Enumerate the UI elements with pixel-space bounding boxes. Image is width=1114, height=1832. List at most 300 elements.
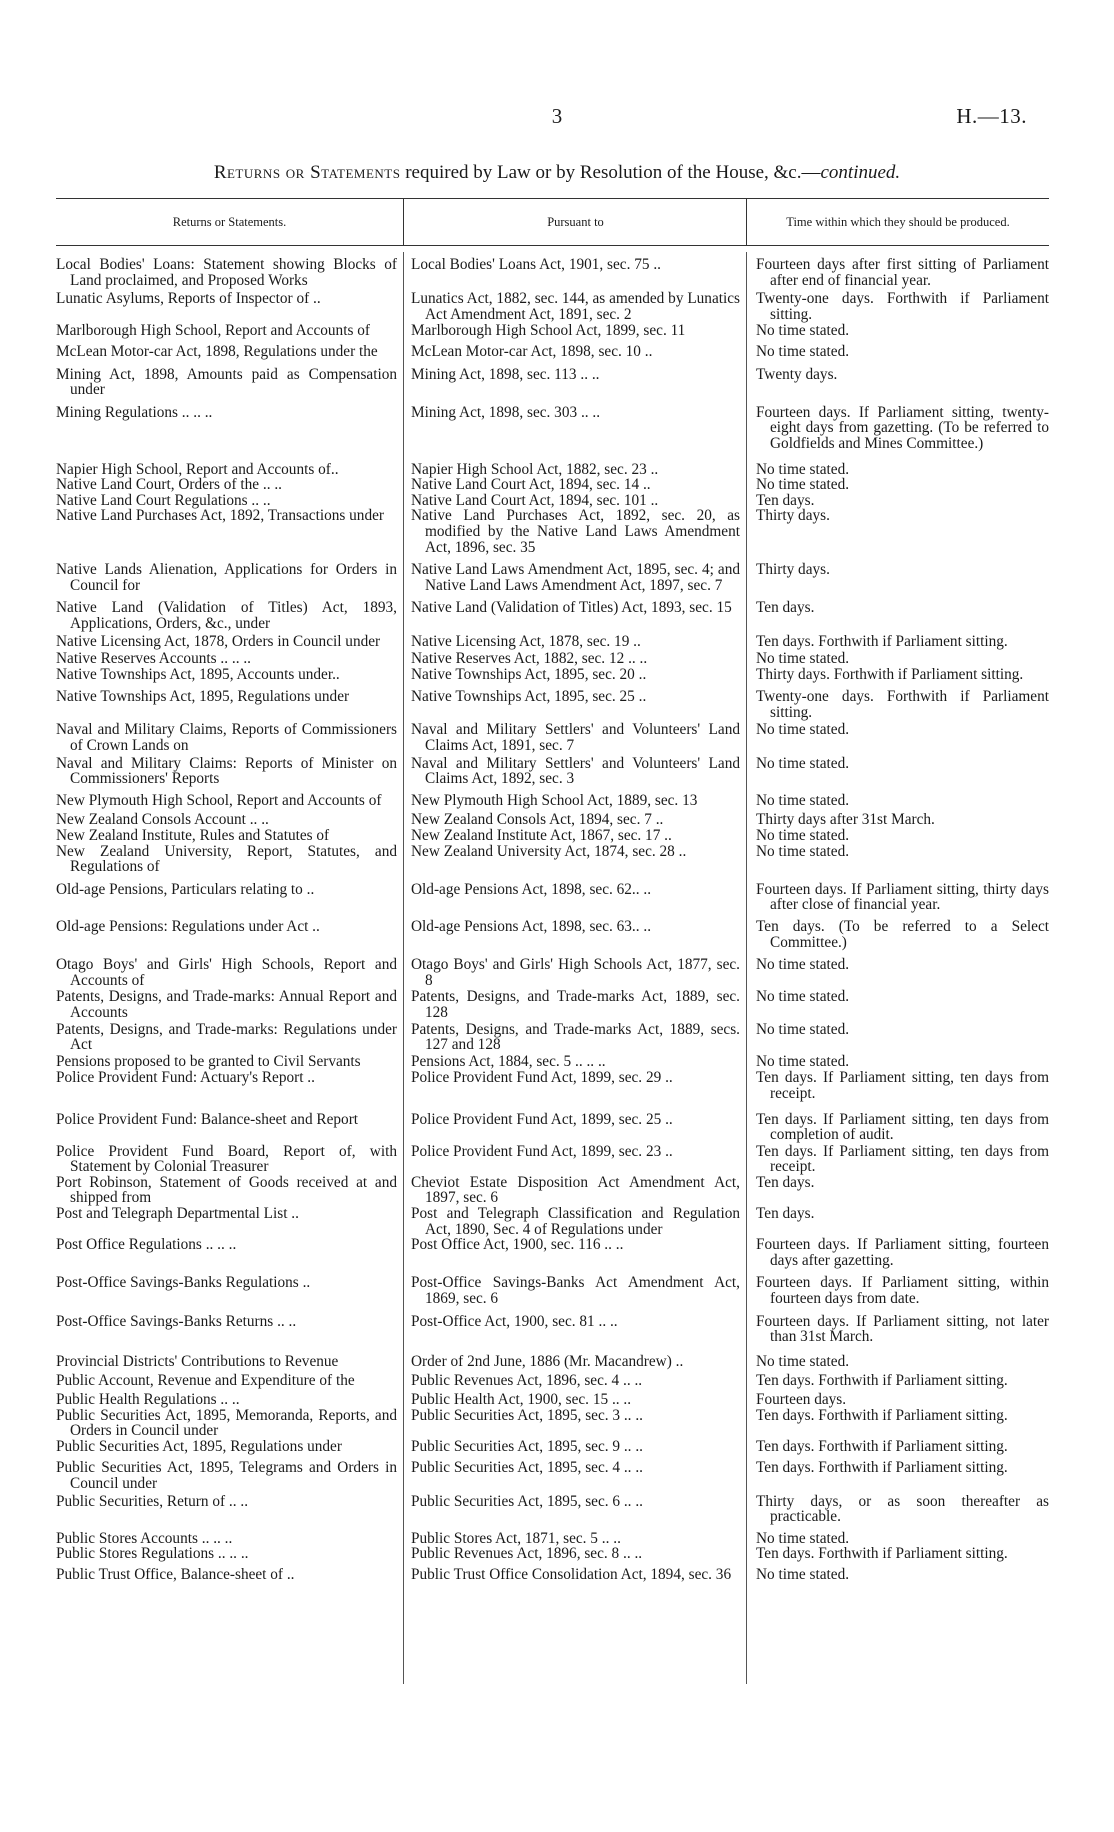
pursuant-cell-text: Mining Act, 1898, sec. 113 .. .. xyxy=(411,365,600,383)
page-title xyxy=(0,162,1114,184)
pursuant-cell-text: Native Land Court Act, 1894, sec. 101 .. xyxy=(411,491,659,509)
return-cell xyxy=(56,1531,403,1547)
time-cell xyxy=(746,1314,1049,1345)
return-cell xyxy=(56,462,403,478)
time-cell-text: Ten days. Forthwith if Parliament sitting. xyxy=(756,1372,1008,1390)
time-cell xyxy=(746,1275,1049,1306)
return-cell xyxy=(56,793,403,809)
pursuant-cell xyxy=(403,1144,746,1175)
time-cell xyxy=(746,793,1049,809)
time-cell-text: No time stated. xyxy=(756,342,850,360)
return-cell-text: Native Land (Validation of Titles) Act, 1893, Applications, Orders, &c., under xyxy=(56,599,397,632)
time-cell-text: Fourteen days. xyxy=(756,1391,847,1408)
pursuant-cell xyxy=(403,722,746,753)
pursuant-cell-text: Cheviot Estate Disposition Act Amendment Act, 1897, sec. 6 xyxy=(411,1173,740,1207)
return-cell-text: Native Townships Act, 1895, Accounts under.. xyxy=(56,665,340,683)
title-text: required by Law or by Resolution of the House, &c.— xyxy=(400,162,821,183)
time-cell xyxy=(746,367,1049,398)
pursuant-cell xyxy=(403,989,746,1020)
return-cell xyxy=(56,1567,403,1583)
pursuant-cell-text: Old-age Pensions Act, 1898, sec. 63.. .. xyxy=(411,917,652,935)
pursuant-cell-text: Post-Office Act, 1900, sec. 81 .. .. xyxy=(411,1312,618,1330)
time-cell xyxy=(746,477,1049,493)
time-cell xyxy=(746,1175,1049,1206)
time-cell xyxy=(746,722,1049,753)
table-row xyxy=(56,722,1049,753)
pursuant-cell-text: Police Provident Fund Act, 1899, sec. 29 .. xyxy=(411,1069,673,1087)
pursuant-cell-text: Public Securities Act, 1895, sec. 4 .. .. xyxy=(411,1459,643,1477)
return-cell xyxy=(56,257,403,288)
table-row xyxy=(56,957,1049,988)
return-cell-text: Patents, Designs, and Trade-marks: Annual Report and Accounts xyxy=(56,988,397,1021)
pursuant-cell xyxy=(403,323,746,339)
return-cell-text: Provincial Districts' Contributions to Revenue xyxy=(56,1352,339,1370)
time-cell-text: Fourteen days. If Parliament sitting, twenty-eight days from gazetting. (To be referred to Goldfields and Mines Committee.) xyxy=(756,403,1049,452)
pursuant-cell xyxy=(403,1373,746,1389)
time-cell-text: Fourteen days. If Parliament sitting, fourteen days after gazetting. xyxy=(756,1236,1049,1269)
time-cell xyxy=(746,344,1049,360)
return-cell-text: Police Provident Fund: Actuary's Report .. xyxy=(56,1069,315,1087)
pursuant-cell xyxy=(403,919,746,950)
time-cell xyxy=(746,756,1049,787)
return-cell xyxy=(56,1494,403,1525)
pursuant-cell xyxy=(403,1408,746,1439)
table-header xyxy=(56,198,1049,246)
return-cell-text: Post Office Regulations .. .. .. xyxy=(56,1236,237,1254)
table-row xyxy=(56,1206,1049,1237)
return-cell-text: Post-Office Savings-Banks Regulations .. xyxy=(56,1274,311,1292)
time-cell xyxy=(746,257,1049,288)
document-reference: H.—13. xyxy=(956,104,1027,128)
return-cell xyxy=(56,367,403,398)
time-cell xyxy=(746,1546,1049,1562)
pursuant-cell xyxy=(403,257,746,288)
table-row xyxy=(56,634,1049,650)
pursuant-cell-text: Marlborough High School Act, 1899, sec. 11 xyxy=(411,322,686,340)
pursuant-cell-text: Naval and Military Settlers' and Volunteers' Land Claims Act, 1892, sec. 3 xyxy=(411,754,740,788)
pursuant-cell xyxy=(403,667,746,683)
pursuant-cell-text: Public Health Act, 1900, sec. 15 .. .. xyxy=(411,1391,632,1408)
table-row xyxy=(56,882,1049,913)
pursuant-cell xyxy=(403,1354,746,1370)
table-row xyxy=(56,828,1049,844)
title-continued: continued. xyxy=(820,162,901,183)
return-cell xyxy=(56,1022,403,1053)
return-cell-text: Port Robinson, Statement of Goods received at and shipped from xyxy=(56,1173,397,1207)
time-cell-text: No time stated. xyxy=(756,827,850,844)
table-row xyxy=(56,1070,1049,1101)
pursuant-cell xyxy=(403,1054,746,1070)
pursuant-cell-text: Order of 2nd June, 1886 (Mr. Macandrew) .. xyxy=(411,1352,684,1370)
pursuant-cell xyxy=(403,600,746,631)
return-cell xyxy=(56,722,403,753)
pursuant-cell-text: Public Securities Act, 1895, sec. 9 .. .. xyxy=(411,1437,643,1455)
return-cell-text: New Plymouth High School, Report and Accounts of xyxy=(56,791,382,809)
pursuant-cell-text: McLean Motor-car Act, 1898, sec. 10 .. xyxy=(411,342,653,360)
time-cell xyxy=(746,1237,1049,1268)
pursuant-cell-text: Public Trust Office Consolidation Act, 1894, sec. 36 xyxy=(411,1565,732,1583)
pursuant-cell-text: Mining Act, 1898, sec. 303 .. .. xyxy=(411,403,601,421)
page-number: 3 xyxy=(551,104,563,128)
table-row xyxy=(56,1408,1049,1439)
pursuant-cell xyxy=(403,651,746,667)
table-row xyxy=(56,667,1049,683)
time-cell xyxy=(746,291,1049,322)
pursuant-cell xyxy=(403,405,746,452)
pursuant-cell-text: Old-age Pensions Act, 1898, sec. 62.. .. xyxy=(411,880,652,898)
time-cell xyxy=(746,651,1049,667)
pursuant-cell-text: Naval and Military Settlers' and Volunteers' Land Claims Act, 1891, sec. 7 xyxy=(411,721,740,755)
return-cell xyxy=(56,477,403,493)
pursuant-cell-text: Otago Boys' and Girls' High Schools Act, 1877, sec. 8 xyxy=(411,956,740,989)
time-cell xyxy=(746,405,1049,452)
time-cell-text: Thirty days. Forthwith if Parliament sitting. xyxy=(756,665,1024,683)
time-cell-text: No time stated. xyxy=(756,1352,850,1370)
time-cell-text: Thirty days. xyxy=(756,561,830,579)
return-cell-text: Old-age Pensions: Regulations under Act .. xyxy=(56,917,320,935)
table-row xyxy=(56,405,1049,452)
time-cell-text: No time stated. xyxy=(756,791,850,809)
time-cell xyxy=(746,634,1049,650)
time-cell xyxy=(746,1354,1049,1370)
time-cell-text: Ten days. Forthwith if Parliament sitting. xyxy=(756,1406,1008,1424)
return-cell-text: Public Stores Accounts .. .. .. xyxy=(56,1529,233,1547)
return-cell-text: Public Trust Office, Balance-sheet of .. xyxy=(56,1565,295,1583)
time-cell-text: Ten days. Forthwith if Parliament sitting. xyxy=(756,1545,1008,1563)
return-cell-text: Public Stores Regulations .. .. .. xyxy=(56,1545,249,1563)
return-cell-text: Native Lands Alienation, Applications for Orders in Council for xyxy=(56,561,397,594)
time-cell-text: Twenty-one days. Forthwith if Parliament sitting. xyxy=(756,688,1049,721)
time-cell xyxy=(746,508,1049,555)
table-row xyxy=(56,367,1049,398)
table-row xyxy=(56,793,1049,809)
pursuant-cell xyxy=(403,793,746,809)
pursuant-cell-text: New Plymouth High School Act, 1889, sec. 13 xyxy=(411,791,698,809)
time-cell-text: Ten days. Forthwith if Parliament sitting. xyxy=(756,1459,1008,1477)
returns-table xyxy=(56,257,1049,1583)
table-row xyxy=(56,1460,1049,1491)
pursuant-cell xyxy=(403,844,746,875)
pursuant-cell xyxy=(403,477,746,493)
table-row xyxy=(56,1175,1049,1206)
pursuant-cell xyxy=(403,1567,746,1583)
time-cell xyxy=(746,844,1049,875)
pursuant-cell-text: Local Bodies' Loans Act, 1901, sec. 75 .. xyxy=(411,256,662,273)
time-cell xyxy=(746,493,1049,509)
pursuant-cell xyxy=(403,562,746,593)
time-cell-text: Ten days. If Parliament sitting, ten days from completion of audit. xyxy=(756,1110,1049,1144)
return-cell xyxy=(56,562,403,593)
table-row xyxy=(56,1567,1049,1583)
time-cell-text: Thirty days, or as soon thereafter as practicable. xyxy=(756,1492,1049,1526)
pursuant-cell-text: Native Land (Validation of Titles) Act, 1893, sec. 15 xyxy=(411,599,732,617)
time-cell-text: Fourteen days after first sitting of Parliament after end of financial year. xyxy=(756,256,1049,289)
time-cell xyxy=(746,828,1049,844)
time-cell xyxy=(746,1494,1049,1525)
pursuant-cell xyxy=(403,689,746,720)
pursuant-cell xyxy=(403,957,746,988)
time-cell xyxy=(746,989,1049,1020)
return-cell-text: Post-Office Savings-Banks Returns .. .. xyxy=(56,1312,297,1330)
title-smallcaps: Returns or Statements xyxy=(213,162,401,183)
table-row xyxy=(56,1237,1049,1268)
time-cell-text: Ten days. xyxy=(756,491,815,509)
pursuant-cell xyxy=(403,493,746,509)
time-cell xyxy=(746,812,1049,828)
table-row xyxy=(56,257,1049,288)
pursuant-cell-text: New Zealand Institute Act, 1867, sec. 17 .. xyxy=(411,827,672,844)
return-cell-text: Public Securities Act, 1895, Memoranda, Reports, and Orders in Council under xyxy=(56,1406,397,1440)
pursuant-cell xyxy=(403,1460,746,1491)
time-cell-text: No time stated. xyxy=(756,1529,850,1547)
pursuant-cell xyxy=(403,1022,746,1053)
time-cell-text: Twenty-one days. Forthwith if Parliament sitting. xyxy=(756,290,1049,323)
pursuant-cell-text: Native Townships Act, 1895, sec. 20 .. xyxy=(411,665,647,683)
pursuant-cell-text: Public Securities Act, 1895, sec. 3 .. .. xyxy=(411,1406,643,1424)
return-cell xyxy=(56,493,403,509)
time-cell-text: No time stated. xyxy=(756,988,850,1006)
return-cell xyxy=(56,344,403,360)
time-cell-text: Thirty days. xyxy=(756,507,830,525)
return-cell xyxy=(56,1439,403,1455)
time-cell-text: No time stated. xyxy=(756,1052,850,1070)
pursuant-cell xyxy=(403,634,746,650)
time-cell xyxy=(746,1144,1049,1175)
return-cell-text: Native Land Court Regulations .. .. xyxy=(56,491,271,509)
time-cell xyxy=(746,1439,1049,1455)
time-cell-text: No time stated. xyxy=(756,754,850,772)
table-row xyxy=(56,1439,1049,1455)
time-cell xyxy=(746,562,1049,593)
pursuant-cell xyxy=(403,882,746,913)
table-row xyxy=(56,477,1049,493)
time-cell-text: No time stated. xyxy=(756,476,850,494)
time-cell xyxy=(746,600,1049,631)
return-cell-text: Naval and Military Claims: Reports of Minister on Commissioners' Reports xyxy=(56,754,397,788)
return-cell xyxy=(56,405,403,452)
table-row xyxy=(56,1275,1049,1306)
pursuant-cell-text: Pensions Act, 1884, sec. 5 .. .. .. xyxy=(411,1052,606,1070)
table-row xyxy=(56,1054,1049,1070)
pursuant-cell xyxy=(403,1314,746,1345)
time-cell-text: Ten days. xyxy=(756,1173,815,1191)
table-row xyxy=(56,1144,1049,1175)
pursuant-cell-text: Native Reserves Act, 1882, sec. 12 .. .. xyxy=(411,650,648,668)
pursuant-cell xyxy=(403,291,746,322)
return-cell-text: Marlborough High School, Report and Accounts of xyxy=(56,322,370,340)
return-cell-text: Local Bodies' Loans: Statement showing Blocks of Land proclaimed, and Proposed Works xyxy=(56,256,397,289)
pursuant-cell-text: Post-Office Savings-Banks Act Amendment Act, 1869, sec. 6 xyxy=(411,1274,740,1308)
time-cell xyxy=(746,882,1049,913)
return-cell xyxy=(56,1392,403,1408)
return-cell-text: Public Health Regulations .. .. xyxy=(56,1391,240,1408)
return-cell xyxy=(56,756,403,787)
time-cell xyxy=(746,1567,1049,1583)
return-cell-text: New Zealand Institute, Rules and Statutes of xyxy=(56,827,330,844)
return-cell-text: Napier High School, Report and Accounts of.. xyxy=(56,460,339,478)
return-cell xyxy=(56,600,403,631)
pursuant-cell-text: Lunatics Act, 1882, sec. 144, as amended by Lunatics Act Amendment Act, 1891, sec. 2 xyxy=(411,290,740,323)
table-row xyxy=(56,1022,1049,1053)
time-cell-text: Ten days. xyxy=(756,599,815,617)
return-cell xyxy=(56,882,403,913)
time-cell-text: Twenty days. xyxy=(756,365,838,383)
time-cell-text: Fourteen days. If Parliament sitting, not later than 31st March. xyxy=(756,1312,1049,1346)
pursuant-cell xyxy=(403,1546,746,1562)
return-cell xyxy=(56,1314,403,1345)
return-cell xyxy=(56,828,403,844)
time-cell-text: No time stated. xyxy=(756,1020,850,1038)
pursuant-cell-text: Post Office Act, 1900, sec. 116 .. .. xyxy=(411,1236,624,1254)
pursuant-cell xyxy=(403,508,746,555)
pursuant-cell xyxy=(403,812,746,828)
return-cell xyxy=(56,667,403,683)
pursuant-cell-text: Patents, Designs, and Trade-marks Act, 1889, secs. 127 and 128 xyxy=(411,1020,740,1054)
time-cell-text: No time stated. xyxy=(756,650,850,668)
time-cell xyxy=(746,689,1049,720)
pursuant-cell-text: New Zealand University Act, 1874, sec. 28 .. xyxy=(411,842,687,860)
return-cell-text: Patents, Designs, and Trade-marks: Regulations under Act xyxy=(56,1020,397,1054)
pursuant-cell-text: Native Townships Act, 1895, sec. 25 .. xyxy=(411,688,647,706)
return-cell-text: Native Townships Act, 1895, Regulations under xyxy=(56,688,350,706)
table-row xyxy=(56,651,1049,667)
time-cell xyxy=(746,323,1049,339)
time-cell xyxy=(746,919,1049,950)
table-row xyxy=(56,1314,1049,1345)
pursuant-cell-text: Public Securities Act, 1895, sec. 6 .. .. xyxy=(411,1492,643,1510)
return-cell xyxy=(56,1237,403,1268)
return-cell xyxy=(56,1460,403,1491)
pursuant-cell-text: Native Land Laws Amendment Act, 1895, sec. 4; and Native Land Laws Amendment Act, 1897, sec. 7 xyxy=(411,561,740,594)
return-cell-text: New Zealand University, Report, Statutes, and Regulations of xyxy=(56,842,397,876)
time-cell xyxy=(746,1206,1049,1237)
return-cell-text: New Zealand Consols Account .. .. xyxy=(56,811,269,829)
time-cell xyxy=(746,462,1049,478)
pursuant-cell xyxy=(403,1531,746,1547)
time-cell xyxy=(746,957,1049,988)
header-pursuant: Pursuant to xyxy=(403,199,747,245)
pursuant-cell xyxy=(403,756,746,787)
time-cell-text: Ten days. If Parliament sitting, ten days from receipt. xyxy=(756,1142,1049,1176)
time-cell-text: No time stated. xyxy=(756,1565,850,1583)
return-cell xyxy=(56,1206,403,1237)
return-cell-text: Police Provident Fund: Balance-sheet and Report xyxy=(56,1110,359,1128)
time-cell xyxy=(746,1054,1049,1070)
return-cell-text: McLean Motor-car Act, 1898, Regulations under the xyxy=(56,342,378,360)
return-cell xyxy=(56,957,403,988)
return-cell-text: Mining Regulations .. .. .. xyxy=(56,403,213,421)
pursuant-cell-text: Public Revenues Act, 1896, sec. 8 .. .. xyxy=(411,1545,643,1563)
time-cell xyxy=(746,1373,1049,1389)
pursuant-cell xyxy=(403,828,746,844)
table-row xyxy=(56,1354,1049,1370)
pursuant-cell-text: Napier High School Act, 1882, sec. 23 .. xyxy=(411,460,659,478)
header-time: Time within which they should be produced. xyxy=(746,199,1049,245)
pursuant-cell xyxy=(403,1494,746,1525)
table-row xyxy=(56,844,1049,875)
table-row xyxy=(56,1531,1049,1547)
return-cell xyxy=(56,1275,403,1306)
return-cell-text: Naval and Military Claims, Reports of Commissioners of Crown Lands on xyxy=(56,721,397,755)
header-returns: Returns or Statements. xyxy=(172,214,287,229)
return-cell xyxy=(56,323,403,339)
return-cell-text: Public Securities Act, 1895, Telegrams and Orders in Council under xyxy=(56,1459,397,1492)
return-cell xyxy=(56,291,403,322)
pursuant-cell-text: Police Provident Fund Act, 1899, sec. 25 .. xyxy=(411,1110,673,1128)
return-cell-text: Public Securities Act, 1895, Regulations under xyxy=(56,1437,342,1455)
pursuant-cell xyxy=(403,344,746,360)
pursuant-cell-text: Post and Telegraph Classification and Regulation Act, 1890, Sec. 4 of Regulations under xyxy=(411,1205,740,1238)
table-row xyxy=(56,462,1049,478)
table-row xyxy=(56,919,1049,950)
time-cell-text: Ten days. Forthwith if Parliament sitting. xyxy=(756,633,1008,651)
table-row xyxy=(56,323,1049,339)
return-cell xyxy=(56,1070,403,1101)
pursuant-cell-text: Patents, Designs, and Trade-marks Act, 1889, sec. 128 xyxy=(411,988,740,1021)
time-cell-text: Ten days. xyxy=(756,1205,815,1223)
return-cell xyxy=(56,508,403,555)
return-cell xyxy=(56,989,403,1020)
time-cell-text: No time stated. xyxy=(756,956,850,974)
time-cell-text: No time stated. xyxy=(756,460,850,478)
return-cell-text: Public Account, Revenue and Expenditure of the xyxy=(56,1372,355,1390)
pursuant-cell xyxy=(403,462,746,478)
table-row xyxy=(56,689,1049,720)
return-cell-text: Native Land Court, Orders of the .. .. xyxy=(56,476,282,494)
return-cell-text: Native Reserves Accounts .. .. .. xyxy=(56,650,251,668)
pursuant-cell xyxy=(403,1439,746,1455)
time-cell-text: Ten days. (To be referred to a Select Committee.) xyxy=(756,917,1049,951)
pursuant-cell xyxy=(403,1070,746,1101)
pursuant-cell xyxy=(403,1275,746,1306)
time-cell-text: Fourteen days. If Parliament sitting, thirty days after close of financial year. xyxy=(756,880,1049,914)
return-cell-text: Public Securities, Return of .. .. xyxy=(56,1492,249,1510)
return-cell-text: Police Provident Fund Board, Report of, with Statement by Colonial Treasurer xyxy=(56,1142,397,1176)
return-cell-text: Pensions proposed to be granted to Civil Servants xyxy=(56,1052,361,1070)
time-cell xyxy=(746,1408,1049,1439)
return-cell-text: Otago Boys' and Girls' High Schools, Report and Accounts of xyxy=(56,956,397,989)
return-cell-text: Mining Act, 1898, Amounts paid as Compensation under xyxy=(56,365,397,399)
table-row xyxy=(56,1373,1049,1389)
table-row xyxy=(56,508,1049,555)
time-cell xyxy=(746,1022,1049,1053)
return-cell-text: Lunatic Asylums, Reports of Inspector of .. xyxy=(56,290,321,308)
return-cell xyxy=(56,1354,403,1370)
pursuant-cell-text: Police Provident Fund Act, 1899, sec. 23 .. xyxy=(411,1142,673,1160)
table-row xyxy=(56,600,1049,631)
time-cell xyxy=(746,1460,1049,1491)
table-row xyxy=(56,812,1049,828)
pursuant-cell xyxy=(403,1175,746,1206)
pursuant-cell xyxy=(403,1206,746,1237)
return-cell xyxy=(56,1546,403,1562)
table-row xyxy=(56,562,1049,593)
pursuant-cell xyxy=(403,367,746,398)
time-cell-text: Ten days. Forthwith if Parliament sitting. xyxy=(756,1437,1008,1455)
return-cell xyxy=(56,919,403,950)
table-row xyxy=(56,756,1049,787)
time-cell-text: Thirty days after 31st March. xyxy=(756,811,935,829)
return-cell xyxy=(56,1112,403,1143)
return-cell xyxy=(56,844,403,875)
pursuant-cell xyxy=(403,1237,746,1268)
return-cell xyxy=(56,1175,403,1206)
return-cell-text: Post and Telegraph Departmental List .. xyxy=(56,1205,299,1223)
time-cell xyxy=(746,1070,1049,1101)
pursuant-cell-text: Public Stores Act, 1871, sec. 5 .. .. xyxy=(411,1529,621,1547)
return-cell xyxy=(56,689,403,720)
return-cell-text: Old-age Pensions, Particulars relating to .. xyxy=(56,880,315,898)
